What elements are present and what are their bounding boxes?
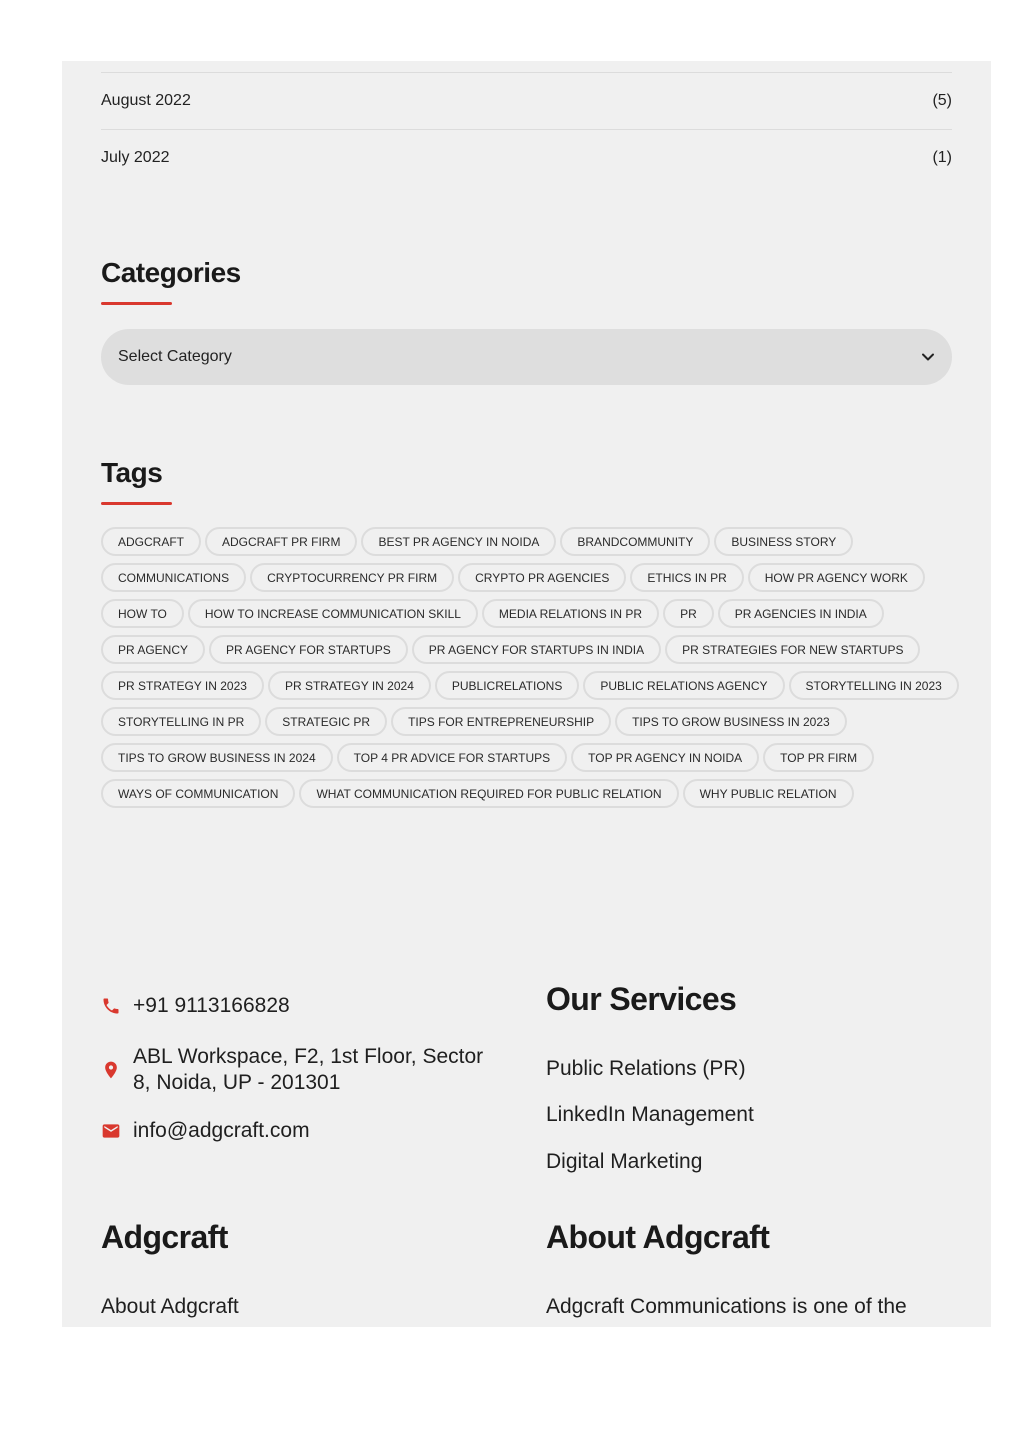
tag-chip[interactable]: TIPS TO GROW BUSINESS IN 2023	[615, 707, 847, 736]
mail-icon	[101, 1121, 121, 1141]
address-line-2: 8, Noida, UP - 201301	[133, 1071, 341, 1094]
tag-chip[interactable]: PR	[663, 599, 714, 628]
tag-chip[interactable]: PR STRATEGY IN 2024	[268, 671, 431, 700]
service-link-pr[interactable]: Public Relations (PR)	[546, 1057, 746, 1080]
archive-item-august-2022[interactable]	[101, 72, 952, 129]
tag-chip[interactable]: ADGCRAFT PR FIRM	[205, 527, 357, 556]
tag-chip[interactable]: TIPS TO GROW BUSINESS IN 2024	[101, 743, 333, 772]
tag-chip[interactable]: BEST PR AGENCY IN NOIDA	[361, 527, 556, 556]
sidebar-footer-panel	[62, 61, 991, 1327]
tag-chip[interactable]: PUBLICRELATIONS	[435, 671, 579, 700]
tag-chip[interactable]: STRATEGIC PR	[265, 707, 387, 736]
contact-phone[interactable]	[101, 993, 501, 1019]
categories-heading-underline	[101, 302, 172, 305]
tag-chip[interactable]: STORYTELLING IN 2023	[789, 671, 959, 700]
tag-chip[interactable]: PR AGENCY FOR STARTUPS IN INDIA	[412, 635, 661, 664]
contact-email[interactable]	[101, 1118, 501, 1144]
address-line-1: ABL Workspace, F2, 1st Floor, Sector	[133, 1045, 484, 1068]
email-address: info@adgcraft.com	[133, 1119, 310, 1142]
about-description: Adgcraft Communications is one of the	[546, 1295, 907, 1318]
tag-chip[interactable]: MEDIA RELATIONS IN PR	[482, 599, 659, 628]
tag-chip[interactable]: PR STRATEGY IN 2023	[101, 671, 264, 700]
tag-chip[interactable]: PUBLIC RELATIONS AGENCY	[583, 671, 784, 700]
address-text	[133, 1044, 483, 1096]
tag-chip[interactable]: TOP PR FIRM	[763, 743, 874, 772]
service-link-linkedin[interactable]: LinkedIn Management	[546, 1103, 754, 1126]
tags-heading: Tags	[101, 457, 163, 488]
contact-address	[101, 1044, 501, 1096]
category-select[interactable]	[101, 329, 952, 385]
category-select-value: Select Category	[118, 348, 232, 365]
tag-chip[interactable]: COMMUNICATIONS	[101, 563, 246, 592]
location-pin-icon	[101, 1060, 121, 1080]
tag-chip[interactable]: HOW TO INCREASE COMMUNICATION SKILL	[188, 599, 478, 628]
tag-chip[interactable]: STORYTELLING IN PR	[101, 707, 261, 736]
archive-count: (5)	[932, 92, 952, 109]
archive-count: (1)	[932, 149, 952, 166]
tag-chip[interactable]: TOP 4 PR ADVICE FOR STARTUPS	[337, 743, 568, 772]
phone-number: +91 9113166828	[133, 994, 290, 1017]
archive-item-july-2022[interactable]	[101, 129, 952, 186]
about-adgcraft-link[interactable]: About Adgcraft	[101, 1295, 239, 1318]
tag-chip[interactable]: TOP PR AGENCY IN NOIDA	[571, 743, 759, 772]
archive-link[interactable]: July 2022	[101, 149, 170, 166]
tag-chip[interactable]: CRYPTO PR AGENCIES	[458, 563, 626, 592]
tag-chip[interactable]: ADGCRAFT	[101, 527, 201, 556]
tag-chip[interactable]: BUSINESS STORY	[714, 527, 853, 556]
adgcraft-heading: Adgcraft	[101, 1219, 228, 1255]
tag-chip[interactable]: HOW TO	[101, 599, 184, 628]
about-heading: About Adgcraft	[546, 1219, 770, 1255]
tag-chip[interactable]: WAYS OF COMMUNICATION	[101, 779, 295, 808]
tag-chip[interactable]: HOW PR AGENCY WORK	[748, 563, 925, 592]
categories-heading: Categories	[101, 257, 241, 288]
service-link-digital-marketing[interactable]: Digital Marketing	[546, 1150, 703, 1173]
tag-chip[interactable]: WHAT COMMUNICATION REQUIRED FOR PUBLIC RELATION	[299, 779, 678, 808]
tags-heading-underline	[101, 502, 172, 505]
chevron-down-icon	[921, 350, 935, 364]
phone-icon	[101, 996, 121, 1016]
tag-chip[interactable]: TIPS FOR ENTREPRENEURSHIP	[391, 707, 611, 736]
tag-chip[interactable]: PR AGENCY	[101, 635, 205, 664]
tag-chip[interactable]: WHY PUBLIC RELATION	[683, 779, 854, 808]
tag-chip[interactable]: PR STRATEGIES FOR NEW STARTUPS	[665, 635, 920, 664]
tag-chip[interactable]: PR AGENCIES IN INDIA	[718, 599, 884, 628]
tag-chip[interactable]: CRYPTOCURRENCY PR FIRM	[250, 563, 454, 592]
tag-chip[interactable]: ETHICS IN PR	[630, 563, 743, 592]
archive-link[interactable]: August 2022	[101, 92, 191, 109]
tag-chip[interactable]: BRANDCOMMUNITY	[560, 527, 710, 556]
tag-cloud	[101, 527, 961, 812]
services-heading: Our Services	[546, 981, 737, 1017]
tag-chip[interactable]: PR AGENCY FOR STARTUPS	[209, 635, 408, 664]
